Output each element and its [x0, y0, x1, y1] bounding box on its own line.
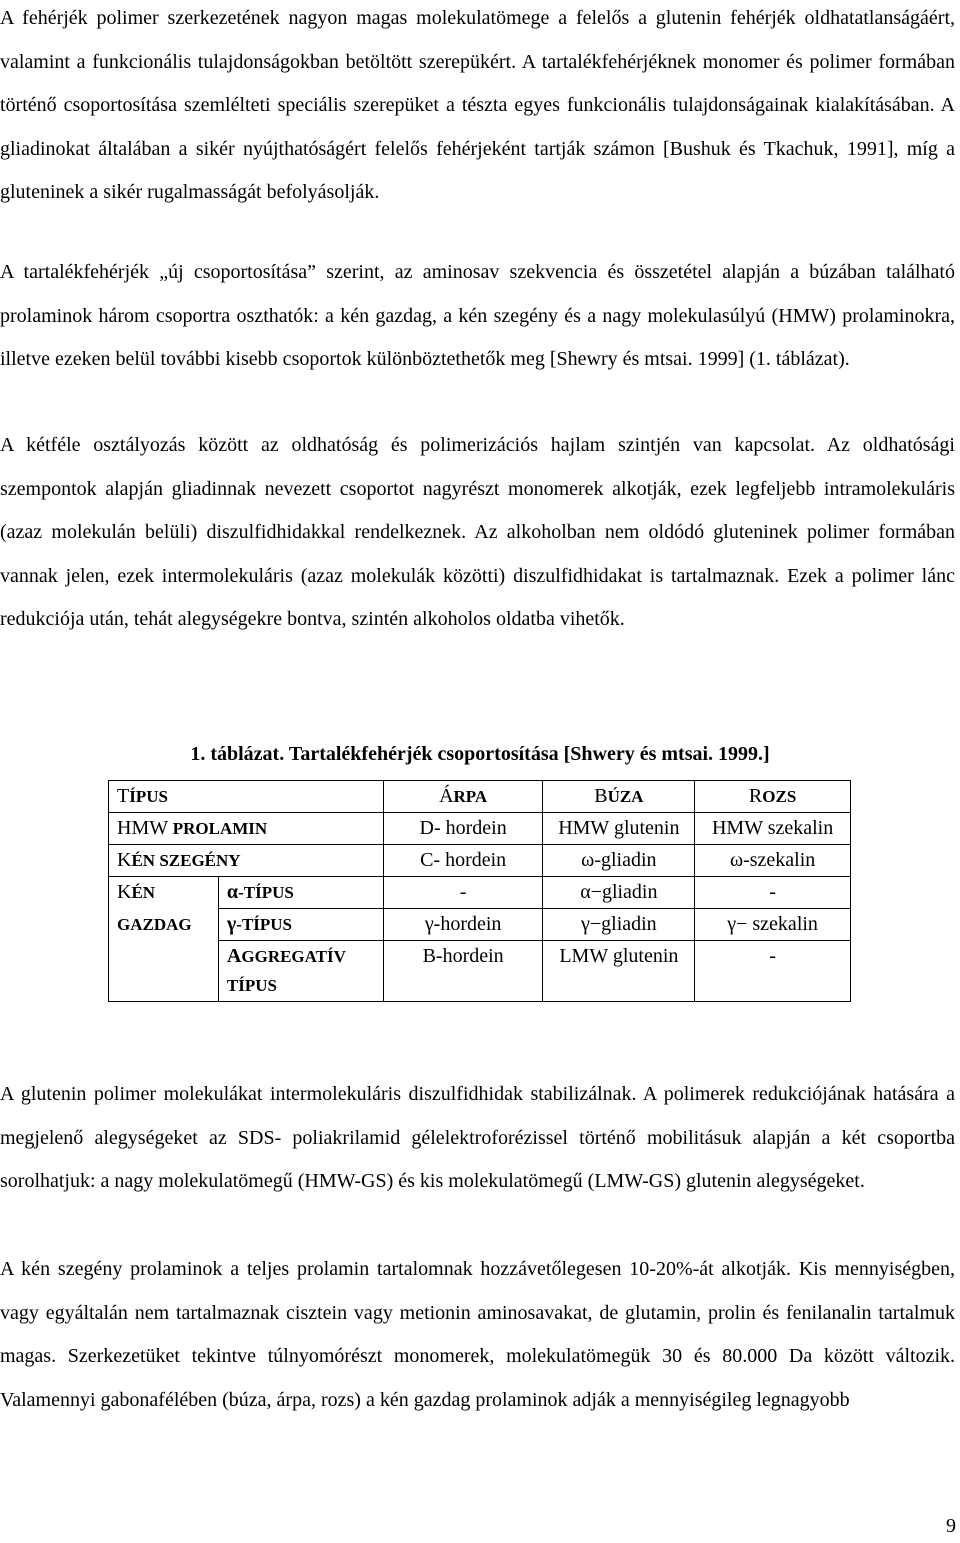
- table-row-alpha: [109, 877, 851, 909]
- cell-aggregativ-rozs: -: [695, 941, 851, 1002]
- table-caption: 1. táblázat. Tartalékfehérjék csoportosítása [Shwery és mtsai. 1999.]: [190, 743, 770, 765]
- cell-ken-szegeny-arpa: C- hordein: [383, 845, 543, 877]
- cell-ken-szegeny-rozs: ω-szekalin: [695, 845, 851, 877]
- table-row-aggregativ: [109, 941, 851, 1002]
- row-label-gazdag: GAZDAG: [109, 909, 219, 941]
- table-header-row: [109, 781, 851, 813]
- row-label-hmw: HMW PROLAMIN: [109, 813, 384, 845]
- sublabel-alpha-tipus: α-TÍPUS: [218, 877, 383, 909]
- paragraph-glutenin-polymer: A fehérjék polimer szerkezetének nagyon magas molekulatömege a felelős a glutenin fehérjék oldhatatlanságáért, valamint a funkcionális tulajdonságokban betöltött szerepükért. A tartalékfehérjéknek monomer és polimer formában történő csoportosítása szemlélteti speciális szerepüket a tészta egyes funkcionális tulajdonságainak kialakításában. A gliadinokat általában a sikér nyújthatóságért felelős fehérjeként tartják számon [Bushuk és Tkachuk, 1991], míg a gluteninek a sikér rugalmasságát befolyásolják.: [0, 7, 955, 204]
- prolamin-classification-table: [108, 780, 851, 1002]
- sublabel-gamma-tipus: γ-TÍPUS: [218, 909, 383, 941]
- paragraph-glutenin-subunits: A glutenin polimer molekulákat intermolekuláris diszulfidhidak stabilizálnak. A polimerek redukciójának hatására a megjelenő alegységeket az SDS- poliakrilamid gélelektroforézissel történő mobilitásuk alapján a két csoportba sorolhatjuk: a nagy molekulatömegű (HMW-GS) és kis molekulatömegű (LMW-GS) glutenin alegységeket.: [0, 1083, 955, 1193]
- cell-alpha-rozs: -: [695, 877, 851, 909]
- cell-alpha-arpa: -: [383, 877, 543, 909]
- cell-aggregativ-buza: LMW glutenin: [543, 941, 695, 1002]
- table-row-ken-szegeny: [109, 845, 851, 877]
- paragraph-sulfur-poor-prolamins: A kén szegény prolaminok a teljes prolamin tartalomnak hozzávetőlegesen 10-20%-át alkotják. Kis mennyiségben, vagy egyáltalán nem tartalmaznak cisztein vagy metionin aminosavakat, de glutamin, prolin és fenilanalin tartalmuk magas. Szerkezetüket tekintve túlnyomórészt monomerek, molekulatömegük 30 és 80.000 Da között változik. Valamennyi gabonafélében (búza, árpa, rozs) a kén gazdag prolaminok adják a mennyiségileg legnagyobb: [0, 1258, 955, 1411]
- row-label-ken-gazdag: KÉN: [109, 877, 219, 909]
- cell-aggregativ-arpa: B-hordein: [383, 941, 543, 1002]
- paragraph-new-grouping: A tartalékfehérjék „új csoportosítása” szerint, az aminosav szekvencia és összetétel alapján a búzában található prolaminok három csoportra oszthatók: a kén gazdag, a kén szegény és a nagy molekulasúlyú (HMW) prolaminokra, illetve ezeken belül további kisebb csoportok különböztethetők meg [Shewry és mtsai. 1999] (1. táblázat).: [0, 261, 955, 371]
- header-buza: BÚZA: [543, 781, 695, 813]
- cell-gamma-buza: γ−gliadin: [543, 909, 695, 941]
- cell-hmw-rozs: HMW szekalin: [695, 813, 851, 845]
- page-number: 9: [946, 1515, 956, 1537]
- cell-ken-szegeny-buza: ω-gliadin: [543, 845, 695, 877]
- paragraph-classification-relation: A kétféle osztályozás között az oldhatóság és polimerizációs hajlam szintjén van kapcsolat. Az oldhatósági szempontok alapján gliadinnak nevezett csoportot nagyrészt monomerek alkotják, ezek legfeljebb intramolekuláris (azaz molekulán belüli) diszulfidhidakkal rendelkeznek. Az alkoholban nem oldódó gluteninek polimer formában vannak jelen, ezek intermolekuláris (azaz molekulák közötti) diszulfidhidakat is tartalmaznak. Ezek a polimer lánc redukciója után, tehát alegységekre bontva, szintén alkoholos oldatba vihetők.: [0, 434, 955, 631]
- row-label-ken-szegeny: KÉN SZEGÉNY: [109, 845, 384, 877]
- cell-hmw-buza: HMW glutenin: [543, 813, 695, 845]
- table-row-hmw: [109, 813, 851, 845]
- row-label-gazdag-empty: [109, 941, 219, 1002]
- sublabel-aggregativ-tipus: AGGREGATÍV TÍPUS: [218, 941, 383, 1002]
- cell-alpha-buza: α−gliadin: [543, 877, 695, 909]
- header-rozs: ROZS: [695, 781, 851, 813]
- cell-gamma-rozs: γ− szekalin: [695, 909, 851, 941]
- cell-hmw-arpa: D- hordein: [383, 813, 543, 845]
- table-row-gamma: [109, 909, 851, 941]
- header-tipus: TÍPUS: [109, 781, 384, 813]
- cell-gamma-arpa: γ-hordein: [383, 909, 543, 941]
- header-arpa: ÁRPA: [383, 781, 543, 813]
